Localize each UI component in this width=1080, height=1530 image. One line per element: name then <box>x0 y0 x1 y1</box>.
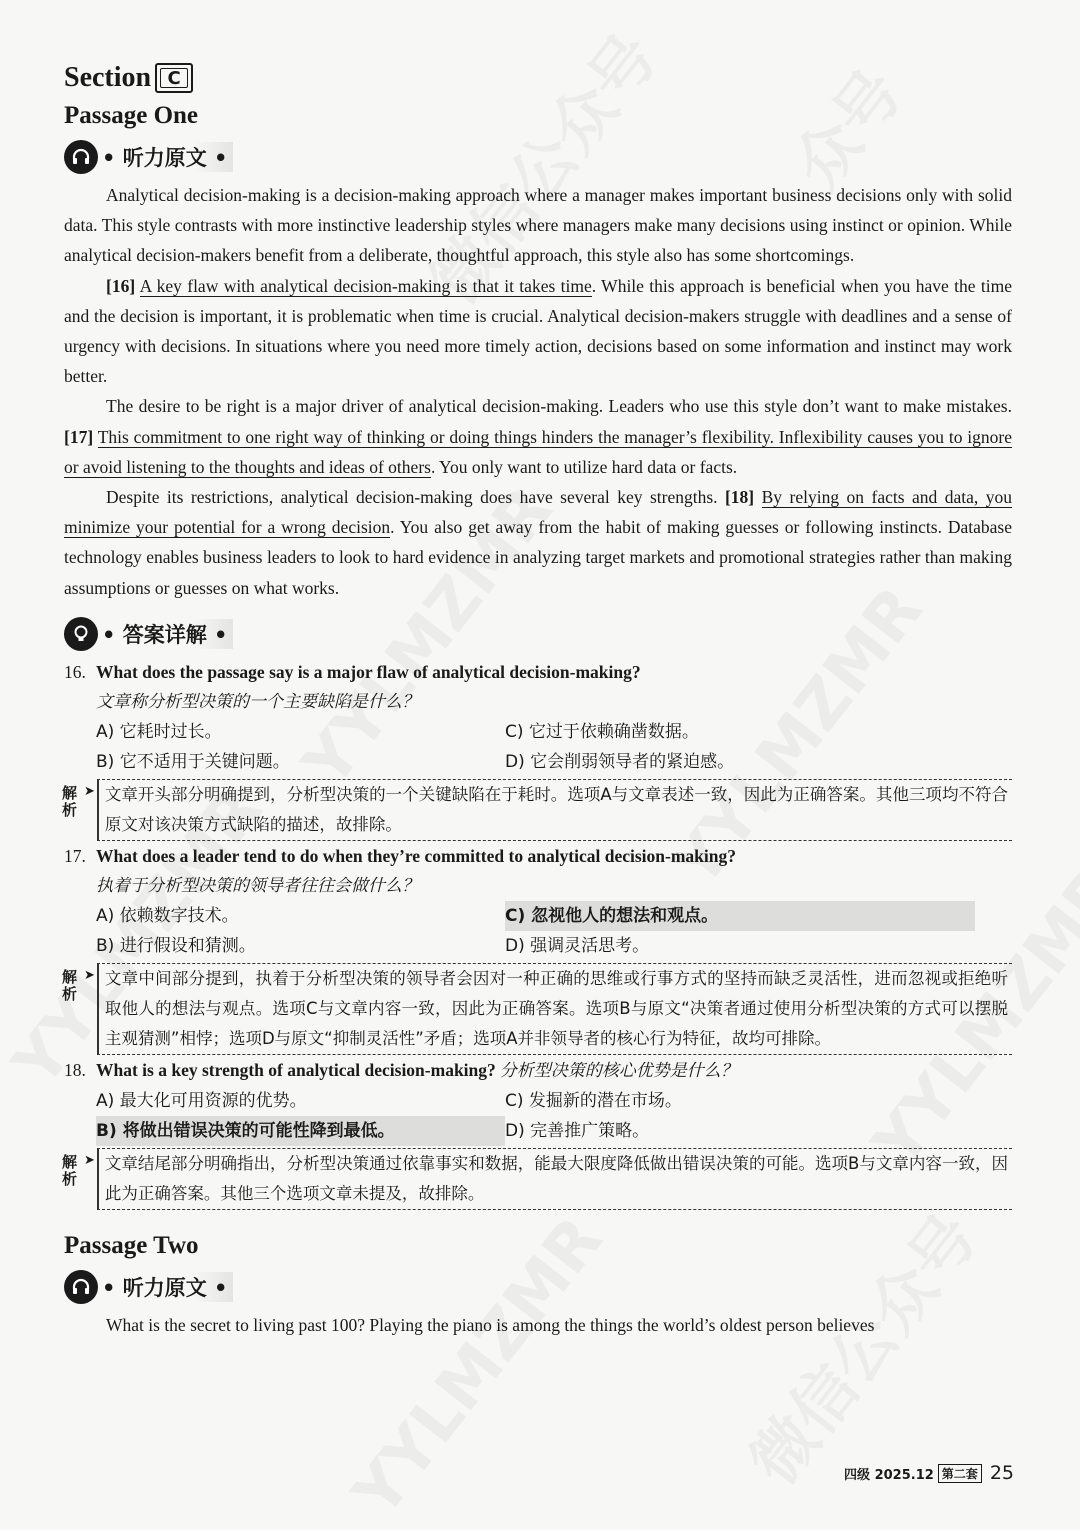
footer-edition: 第二套 <box>938 1464 982 1483</box>
analysis-text: 文章开头部分明确提到，分析型决策的一个关键缺陷在于耗时。选项A与文章表述一致，因此为正确答案。其他三项均不符合原文对该决策方式缺陷的描述，故排除。 <box>97 779 1012 841</box>
arrow-icon: ➤ <box>84 1151 95 1167</box>
analysis-tag <box>62 1148 84 1210</box>
paragraph: What is the secret to living past 100? Playing the piano is among the things the world’s oldest person believes <box>106 1314 875 1335</box>
arrow-icon: ➤ <box>84 966 95 982</box>
arrow-icon: ➤ <box>84 782 95 798</box>
option-correct: B) 将做出错误决策的可能性降到最低。 <box>96 1116 505 1146</box>
underlined-key-sentence: A key flaw with analytical decision-making is that it takes time <box>139 275 592 296</box>
analysis-text: 文章中间部分提到，执着于分析型决策的领导者会因对一种正确的思维或行事方式的坚持而缺乏灵活性，进而忽视或拒绝听取他人的想法与观点。选项C与文章内容一致，因此为正确答案。选项B与原文“决策者通过使用分析型决策的方式可以摆脱主观猜测”相悖；选项D与原文“抑制灵活性”矛盾；选项A并非领导者的核心行为特征，故均可排除。 <box>97 963 1012 1055</box>
question-tag: [17] <box>64 426 94 447</box>
options-grid <box>96 901 1012 961</box>
option: B) 它不适用于关键问题。 <box>96 751 290 772</box>
listen-label: • 听力原文 • <box>102 1272 233 1302</box>
analysis-tag-char: 解 <box>62 967 78 986</box>
question-translation: 文章称分析型决策的一个主要缺陷是什么？ <box>96 691 419 712</box>
paragraph-text: Despite its restrictions, analytical decision-making does have several key strengths. <box>106 487 725 508</box>
listen-heading <box>64 134 1012 180</box>
option: C) 发掘新的潜在市场。 <box>505 1090 682 1111</box>
underlined-key-sentence: This commitment to one right way of thinking or doing things hinders the manager’s flexibility. Inflexibility causes you to ignore or avoid listening to the thoughts and ideas of others <box>64 426 1012 477</box>
underlined-key-sentence: By relying on facts and data, you minimize your potential for a wrong decision <box>64 487 1013 538</box>
paragraph <box>64 271 1012 392</box>
question-text: What does the passage say is a major flaw of analytical decision-making? <box>96 661 641 682</box>
option: A) 它耗时过长。 <box>96 721 222 742</box>
answer-label: • 答案详解 • <box>102 619 233 649</box>
option: D) 完善推广策略。 <box>505 1120 650 1141</box>
options-grid <box>96 1086 1012 1146</box>
analysis-tag-char: 析 <box>62 984 78 1003</box>
page-number: 25 <box>989 1462 1014 1484</box>
paragraph-text: The desire to be right is a major driver of analytical decision-making. Leaders who use this style don’t want to make mistakes. <box>106 396 1012 417</box>
question-tag: [18] <box>724 487 755 508</box>
footer-level: 四级 2025.12 <box>844 1467 934 1483</box>
options-grid <box>96 717 1012 777</box>
answer-heading <box>64 611 1012 657</box>
analysis-tag-char: 解 <box>62 783 78 802</box>
paragraph-text: . You also get away from the habit of making guesses or following instincts. Database technology enables business leaders to look to hard evidence in analyzing target markets and promotional strategies rather than making assumptions or guesses on what works. <box>64 517 1012 598</box>
question-block <box>64 657 1012 841</box>
paragraph-text: . You only want to utilize hard data or facts. <box>430 456 738 477</box>
passage-one-title: Passage One <box>64 102 199 129</box>
lightbulb-icon <box>64 617 98 651</box>
option: A) 依赖数字技术。 <box>96 905 239 926</box>
analysis-text: 文章结尾部分明确指出，分析型决策通过依靠事实和数据，能最大限度降低做出错误决策的可能。选项B与文章内容一致，因此为正确答案。其他三个选项文章未提及，故排除。 <box>97 1148 1012 1210</box>
analysis-tag-char: 析 <box>62 1169 78 1188</box>
headphones-icon <box>64 140 98 174</box>
analysis-box <box>64 1148 1012 1210</box>
question-tag: [16] <box>106 275 136 296</box>
question-number: 16. <box>64 661 86 682</box>
question-block <box>64 1055 1012 1210</box>
passage-two-title: Passage Two <box>64 1231 199 1259</box>
paragraph: Analytical decision-making is a decision-making approach where a manager makes important business decisions only with solid data. This style contrasts with more instinctive leadership styles where managers make many decisions using instinct or opinion. While analytical decision-makers benefit from a deliberate, thoughtful approach, this style also has some shortcomings. <box>64 185 1012 266</box>
page-content <box>64 58 1012 1340</box>
option-correct: C) 忽视他人的想法和观点。 <box>505 901 975 931</box>
listen-label: • 听力原文 • <box>102 142 233 172</box>
analysis-tag <box>62 779 84 841</box>
paragraph <box>64 482 1012 603</box>
question-number: 18. <box>64 1059 86 1080</box>
question-translation: 执着于分析型决策的领导者往往会做什么？ <box>96 875 419 896</box>
option: D) 强调灵活思考。 <box>505 935 650 956</box>
question-number: 17. <box>64 845 86 866</box>
analysis-tag <box>62 963 84 1055</box>
question-text: What is a key strength of analytical decision-making? <box>96 1059 496 1080</box>
headphones-icon <box>64 1270 98 1304</box>
paragraph-text: . While this approach is beneficial when you have the time and the decision is important, it is problematic when time is crucial. Analytical decision-makers struggle with deadlines and a sense of urgency with decisions. In situations where you need more timely action, decisions based on some information and instinct may work better. <box>64 275 1012 387</box>
option: B) 进行假设和猜测。 <box>96 935 256 956</box>
section-title <box>64 58 1012 98</box>
option: A) 最大化可用资源的优势。 <box>96 1090 307 1111</box>
analysis-tag-char: 析 <box>62 800 78 819</box>
listen-heading <box>64 1264 1012 1310</box>
section-letter: C <box>167 67 181 89</box>
analysis-box <box>64 779 1012 841</box>
question-translation: 分析型决策的核心优势是什么？ <box>499 1060 738 1081</box>
option: C) 它过于依赖确凿数据。 <box>505 721 699 742</box>
paragraph <box>64 391 1012 482</box>
section-label: Section <box>64 62 152 93</box>
analysis-box <box>64 963 1012 1055</box>
section-letter-badge <box>155 63 193 93</box>
analysis-tag-char: 解 <box>62 1152 78 1171</box>
page-footer <box>844 1462 1014 1484</box>
question-block <box>64 841 1012 1055</box>
option: D) 它会削弱领导者的紧迫感。 <box>505 751 735 772</box>
question-text: What does a leader tend to do when they’re committed to analytical decision-making? <box>96 845 737 866</box>
